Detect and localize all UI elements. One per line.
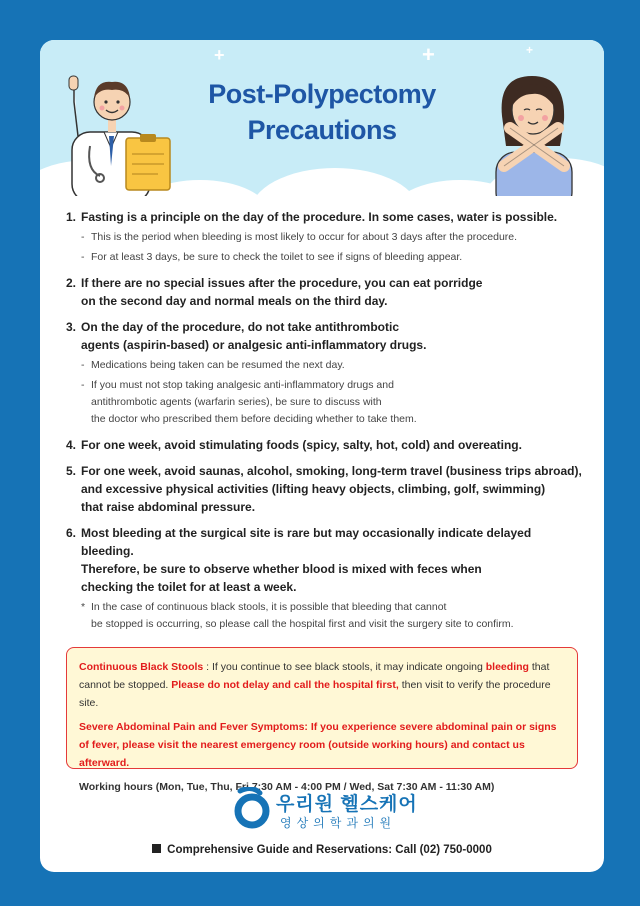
precaution-item [66, 208, 586, 266]
item-note-line [66, 394, 586, 411]
precaution-item [66, 274, 586, 310]
item-note-line [66, 377, 586, 394]
item-number: 4. [66, 438, 77, 452]
footer-text: Comprehensive Guide and Reservations: Call (02) 750-0000 [167, 844, 492, 856]
item-note-line [66, 599, 586, 616]
precaution-item [66, 462, 586, 516]
precaution-heading [66, 208, 586, 226]
note-text: Medications being taken can be resumed the next day. [91, 359, 345, 371]
item-text-line: On the day of the procedure, do not take antithrombotic [81, 320, 400, 334]
notice-card [40, 40, 604, 872]
item-number: 5. [66, 464, 77, 478]
item-note-line [66, 616, 586, 633]
item-text-line: Therefore, be sure to observe whether blood is mixed with feces when [81, 562, 482, 576]
clinic-logo [230, 785, 430, 835]
note-text: This is the period when bleeding is most likely to occur for about 3 days after the procedure. [91, 231, 518, 243]
item-number: 3. [66, 320, 77, 334]
precaution-item [66, 318, 586, 428]
precaution-heading [66, 524, 586, 596]
item-number: 6. [66, 526, 77, 540]
item-number: 2. [66, 276, 77, 290]
note-text: the doctor who prescribed them before deciding whether to take them. [91, 413, 417, 425]
clinic-subtitle: 영상의학과의원 [280, 816, 397, 830]
item-text-line: Fasting is a principle on the day of the procedure. In some cases, water is possible. [81, 210, 558, 224]
precaution-heading [66, 462, 586, 516]
footer-contact [40, 844, 604, 856]
item-text-line: If there are no special issues after the procedure, you can eat porridge [81, 276, 483, 290]
logo-mark-icon [234, 787, 270, 829]
note-text: If you must not stop taking analgesic anti-inflammatory drugs and [91, 379, 394, 391]
note-marker: - [81, 359, 85, 371]
note-marker: - [81, 231, 85, 243]
item-note-line [66, 229, 586, 246]
precaution-heading [66, 436, 586, 454]
item-text-line: and excessive physical activities (lifting heavy objects, climbing, golf, swimming) [81, 482, 546, 496]
patient-illustration [484, 66, 584, 196]
warning-box [66, 647, 578, 793]
header-banner [40, 40, 604, 210]
working-hours: Working hours (Mon, Tue, Thu, Fri 7:30 AM - 4:00 PM / Wed, Sat 7:30 AM - 11:30 AM) [79, 781, 495, 793]
doctor-illustration [60, 66, 180, 196]
sparkle-icon: + [526, 43, 534, 57]
item-text-line: on the second day and normal meals on the third day. [81, 294, 388, 308]
title-line-2: Precautions [247, 115, 397, 145]
note-text: antithrombotic agents (warfarin series), be sure to discuss with [91, 396, 382, 408]
item-text-line: For one week, avoid saunas, alcohol, smoking, long-term travel (business trips abroad), [81, 464, 582, 478]
item-text-line: Most bleeding at the surgical site is rare but may occasionally indicate delayed bleeding. [81, 526, 532, 558]
square-bullet-icon [152, 844, 161, 853]
precaution-heading [66, 274, 586, 310]
note-marker: * [81, 601, 86, 613]
precaution-item [66, 436, 586, 454]
title-line-1: Post-Polypectomy [208, 79, 436, 109]
item-note-line [66, 249, 586, 266]
precaution-heading [66, 318, 586, 354]
note-text: be stopped is occurring, so please call the hospital first and visit the surgery site to confirm. [91, 618, 514, 630]
item-note-line [66, 411, 586, 428]
precautions-list [66, 208, 586, 641]
sparkle-icon: + [214, 45, 225, 65]
warning-abdominal-pain: Severe Abdominal Pain and Fever Symptoms: If you experience severe abdominal pain or signs of fever, please visit the nearest emergency room (outside working hours) and contact us afterward. [79, 721, 557, 769]
note-text: For at least 3 days, be sure to check the toilet to see if signs of bleeding appear. [91, 251, 463, 263]
sparkle-icon: + [422, 42, 435, 67]
warning-black-stools: Continuous Black Stools : If you continue to see black stools, it may indicate ongoing bleeding that cannot be stopped. Please do not delay and call the hospital first, then visit to verify the procedure site. [79, 661, 551, 709]
precaution-item [66, 524, 586, 633]
note-marker: - [81, 379, 85, 391]
item-number: 1. [66, 210, 77, 224]
item-text-line: For one week, avoid stimulating foods (spicy, salty, hot, cold) and overeating. [81, 438, 522, 452]
item-note-line [66, 357, 586, 374]
item-text-line: agents (aspirin-based) or analgesic anti-inflammatory drugs. [81, 338, 427, 352]
page-title [170, 76, 474, 148]
item-text-line: that raise abdominal pressure. [81, 500, 256, 514]
note-marker: - [81, 251, 85, 263]
item-text-line: checking the toilet for at least a week. [81, 580, 297, 594]
note-text: In the case of continuous black stools, it is possible that bleeding that cannot [91, 601, 447, 613]
clinic-name: 우리원 헬스케어 [276, 794, 418, 815]
